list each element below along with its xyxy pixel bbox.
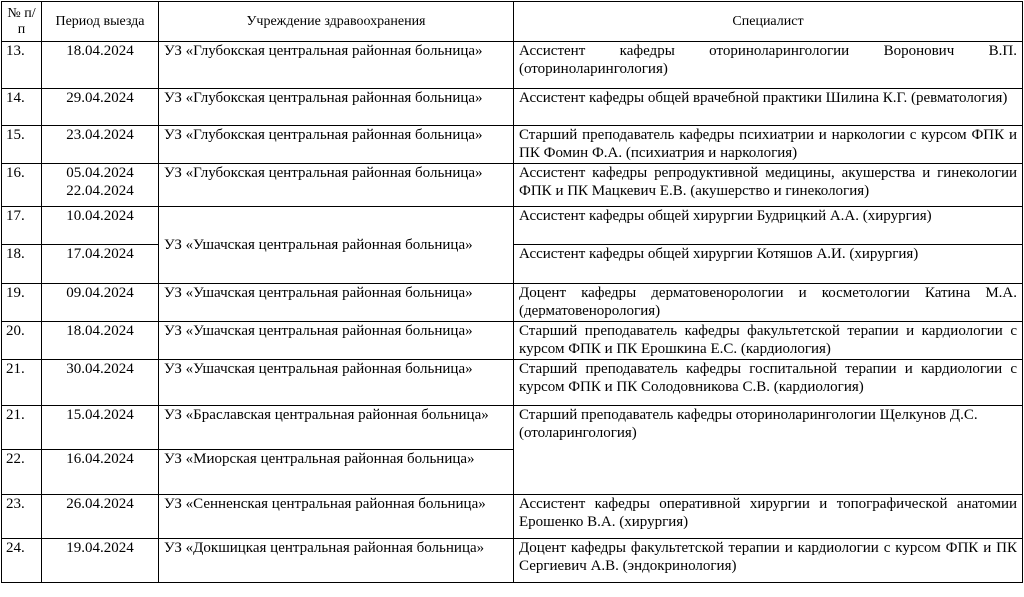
row-institution: УЗ «Глубокская центральная районная больница» [159,164,514,207]
row-institution: УЗ «Глубокская центральная районная больница» [159,89,514,126]
row-institution: УЗ «Глубокская центральная районная больница» [159,126,514,164]
row-institution: УЗ «Браславская центральная районная больница» [159,406,514,450]
table-header-row [2,2,1023,42]
row-date-first: 05.04.2024 [66,165,134,181]
row-date: 29.04.2024 [42,89,159,126]
header-specialist: Специалист [514,2,1023,42]
table-row [2,126,1023,164]
table-row [2,164,1023,207]
row-num: 20. [2,322,42,360]
row-num: 19. [2,284,42,322]
row-institution: УЗ «Ушачская центральная районная больница» [159,207,514,284]
row-date: 30.04.2024 [42,360,159,406]
row-specialist: Доцент кафедры дерматовенорологии и косметологии Катина М.А. (дерматовенорология) [514,284,1023,322]
row-specialist: Ассистент кафедры общей врачебной практики Шилина К.Г. (ревматология) [514,89,1023,126]
row-institution: УЗ «Сенненская центральная районная больница» [159,495,514,539]
row-date: 17.04.2024 [42,245,159,284]
row-date [42,164,159,207]
row-specialist: Старший преподаватель кафедры психиатрии и наркологии с курсом ФПК и ПК Фомин Ф.А. (психиатрия и наркология) [514,126,1023,164]
row-institution: УЗ «Глубокская центральная районная больница» [159,42,514,89]
row-date: 09.04.2024 [42,284,159,322]
row-specialist: Доцент кафедры факультетской терапии и кардиологии с курсом ФПК и ПК Сергиевич А.В. (эндокринология) [514,539,1023,583]
row-specialist: Ассистент кафедры оториноларингологии Воронович В.П. (оториноларингология) [514,42,1023,89]
row-date: 16.04.2024 [42,450,159,495]
row-institution: УЗ «Миорская центральная районная больница» [159,450,514,495]
header-institution: Учреждение здравоохранения [159,2,514,42]
row-date: 10.04.2024 [42,207,159,245]
table-row [2,406,1023,450]
table-row [2,284,1023,322]
table-row [2,360,1023,406]
row-num: 24. [2,539,42,583]
row-num: 21. [2,406,42,450]
row-specialist: Ассистент кафедры общей хирургии Будрицкий А.А. (хирургия) [514,207,1023,245]
row-specialist: Старший преподаватель кафедры оториноларингологии Щелкунов Д.С. (отоларингология) [514,406,1023,495]
row-num: 18. [2,245,42,284]
table-row [2,495,1023,539]
row-date: 15.04.2024 [42,406,159,450]
row-specialist: Старший преподаватель кафедры госпитальной терапии и кардиологии с курсом ФПК и ПК Солодовникова С.В. (кардиология) [514,360,1023,406]
row-institution: УЗ «Ушачская центральная районная больница» [159,360,514,406]
row-num: 13. [2,42,42,89]
row-specialist: Старший преподаватель кафедры факультетской терапии и кардиологии с курсом ФПК и ПК Ерошкина Е.С. (кардиология) [514,322,1023,360]
row-date: 26.04.2024 [42,495,159,539]
table-row [2,42,1023,89]
table-row [2,89,1023,126]
row-num: 16. [2,164,42,207]
row-date: 18.04.2024 [42,42,159,89]
schedule-table [1,1,1023,583]
table-row [2,207,1023,245]
row-num: 17. [2,207,42,245]
row-institution: УЗ «Ушачская центральная районная больница» [159,284,514,322]
table-row [2,539,1023,583]
row-num: 23. [2,495,42,539]
row-date: 19.04.2024 [42,539,159,583]
header-num: № п/п [2,2,42,42]
row-specialist: Ассистент кафедры общей хирургии Котяшов А.И. (хирургия) [514,245,1023,284]
row-num: 22. [2,450,42,495]
row-date-second: 22.04.2024 [66,183,134,199]
row-num: 14. [2,89,42,126]
row-institution: УЗ «Докшицкая центральная районная больница» [159,539,514,583]
row-num: 15. [2,126,42,164]
row-specialist: Ассистент кафедры репродуктивной медицины, акушерства и гинекологии ФПК и ПК Мацкевич Е.В. (акушерство и гинекология) [514,164,1023,207]
row-institution: УЗ «Ушачская центральная районная больница» [159,322,514,360]
row-specialist: Ассистент кафедры оперативной хирургии и топографической анатомии Ерошенко В.А. (хирургия) [514,495,1023,539]
row-num: 21. [2,360,42,406]
row-date: 23.04.2024 [42,126,159,164]
row-date: 18.04.2024 [42,322,159,360]
header-period: Период выезда [42,2,159,42]
table-row [2,322,1023,360]
